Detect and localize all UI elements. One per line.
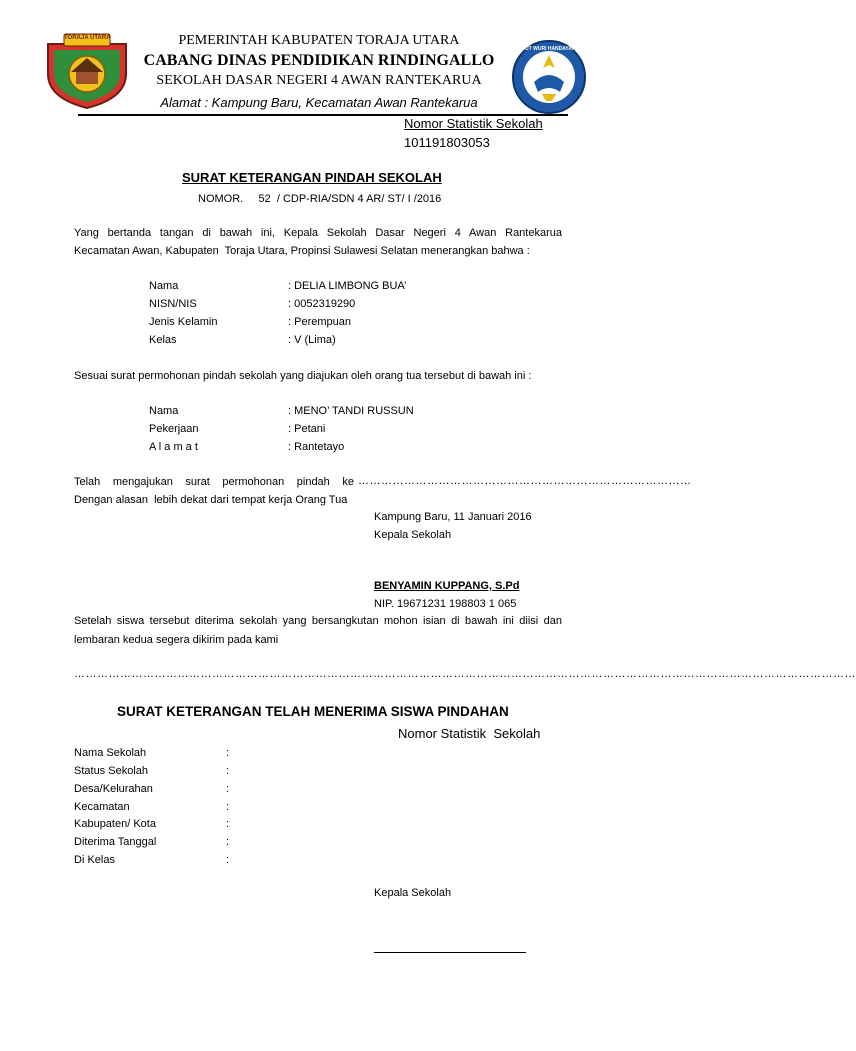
signer-nip: NIP. 19671231 198803 1 065 [374,598,517,610]
parent-value: : MENO’ TANDI RUSSUN [288,405,414,417]
parent-label: A l a m a t [149,441,198,453]
parent-intro: Sesuai surat permohonan pindah sekolah yang diajukan oleh orang tua tersebut di bawah ini : [74,370,532,382]
receive-field-colon: : [226,747,230,759]
receive-field-label: Kabupaten/ Kota [74,818,156,830]
student-label: Jenis Kelamin [149,316,218,328]
right-logo-caption: TUT WURI HANDAYANI [522,46,577,52]
student-label: Kelas [149,334,177,346]
receive-field-label: Di Kelas [74,854,115,866]
kop-line-2: CABANG DINAS PENDIDIKAN RINDINGALLO [143,52,495,69]
footer-line-1: Setelah siswa tersebut diterima sekolah yang bersangkutan mohon isian di bawah ini diisi dan [74,615,562,627]
left-logo-caption: TORAJA UTARA [64,35,111,41]
receive-field-label: Diterima Tanggal [74,836,157,848]
receive-field-label: Status Sekolah [74,765,148,777]
parent-value: : Rantetayo [288,441,345,453]
receiver-signer-title: Kepala Sekolah [374,887,452,899]
student-value: : V (Lima) [288,334,336,346]
cut-line: …………………………………………………………………………………………………………………………………………………………………………………… [74,668,856,680]
surat1-title: SURAT KETERANGAN PINDAH SEKOLAH [182,170,442,185]
request-dots: …………………………………………………………………………… [358,475,692,487]
place-date: Kampung Baru, 11 Januari 2016 [374,511,532,523]
reason-line: Dengan alasan lebih dekat dari tempat kerja Orang Tua [74,494,348,506]
footer-line-2: lembaran kedua segera dikirim pada kami [74,634,279,646]
receive-field-colon: : [226,854,230,866]
student-value: : Perempuan [288,316,351,328]
receive-field-colon: : [226,783,230,795]
kop-address: Alamat : Kampung Baru, Kecamatan Awan Rantekarua [160,95,478,110]
nss-value: 101191803053 [404,135,490,150]
surat1-intro-2: Kecamatan Awan, Kabupaten Toraja Utara, Propinsi Sulawesi Selatan menerangkan bahwa : [74,245,530,257]
receive-field-colon: : [226,836,230,848]
signature-line [374,952,526,953]
student-value: : DELIA LIMBONG BUA’ [288,280,407,292]
receive-field-label: Kecamatan [74,801,130,813]
student-label: Nama [149,280,179,292]
parent-label: Pekerjaan [149,423,199,435]
student-label: NISN/NIS [149,298,197,310]
surat1-intro-1: Yang bertanda tangan di bawah ini, Kepala Sekolah Dasar Negeri 4 Awan Rantekarua [74,227,562,239]
nss-label: Nomor Statistik Sekolah [404,116,543,131]
signer-title: Kepala Sekolah [374,529,452,541]
request-line: Telah mengajukan surat permohonan pindah ke [74,476,354,488]
kop-line-3: SEKOLAH DASAR NEGERI 4 AWAN RANTEKARUA [156,73,482,88]
student-value: : 0052319290 [288,298,356,310]
receive-field-colon: : [226,801,230,813]
parent-label: Nama [149,405,179,417]
surat1-nomor: NOMOR. 52 / CDP-RIA/SDN 4 AR/ ST/ I /2016 [198,193,442,205]
parent-value: : Petani [288,423,326,435]
surat2-nss-label: Nomor Statistik Sekolah [398,726,541,741]
receive-field-label: Desa/Kelurahan [74,783,153,795]
surat2-title: SURAT KETERANGAN TELAH MENERIMA SISWA PINDAHAN [117,704,509,719]
kop-line-1: PEMERINTAH KABUPATEN TORAJA UTARA [178,33,460,48]
receive-field-colon: : [226,765,230,777]
signer-name: BENYAMIN KUPPANG, S.Pd [374,580,520,592]
receive-field-colon: : [226,818,230,830]
receive-field-label: Nama Sekolah [74,747,147,759]
